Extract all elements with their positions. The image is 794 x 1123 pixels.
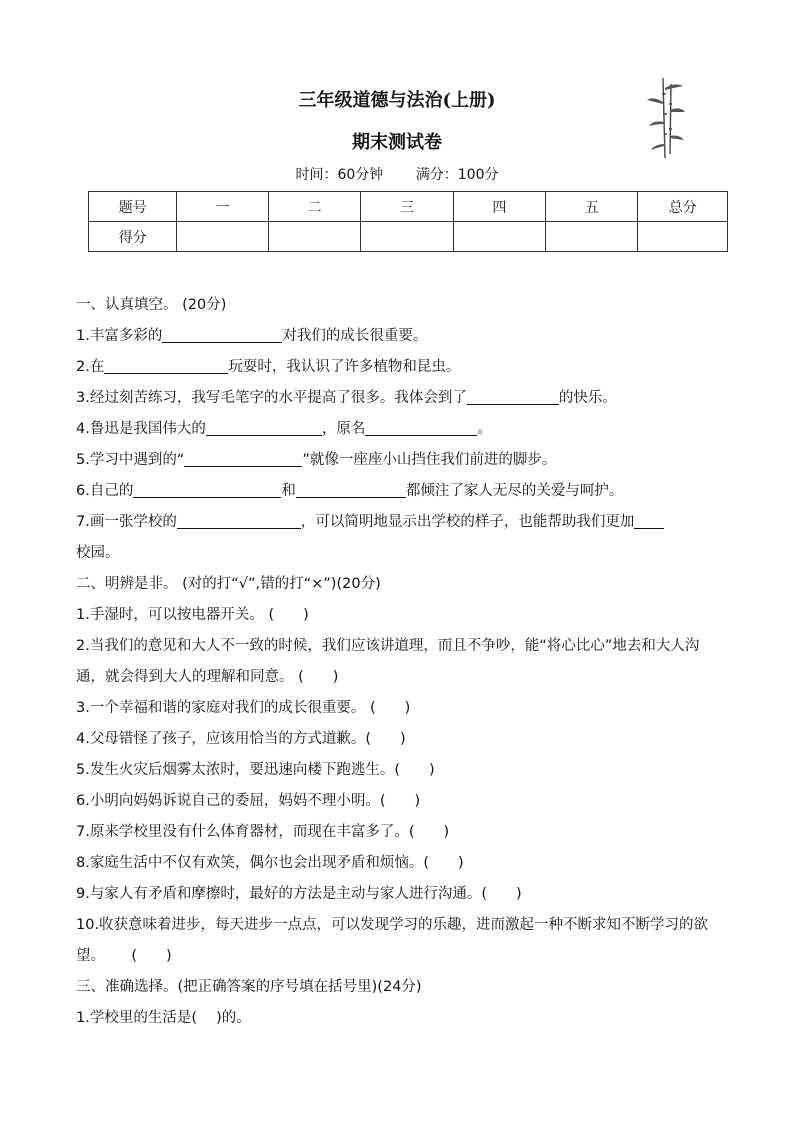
score-cell: 一 (177, 192, 268, 222)
answer-blank[interactable] (365, 419, 477, 436)
judge-question: 10.收获意味着进步，每天进步一点点，可以发现学习的乐趣，进而激起一种不断求知不断学习的欲望。 ( ) (76, 917, 709, 964)
judge-question: 9.与家人有矛盾和摩擦时，最好的方法是主动与家人进行沟通。( ) (76, 886, 522, 902)
question-text: 的快乐。 (558, 390, 617, 406)
fill-question (76, 383, 726, 414)
score-input-cell[interactable] (177, 222, 268, 252)
judge-question: 6.小明向妈妈诉说自己的委屈，妈妈不理小明。( ) (76, 793, 421, 809)
score-cell: 总分 (638, 192, 728, 222)
score-cell: 二 (268, 192, 360, 222)
exam-content (76, 290, 726, 1034)
exam-title: 三年级道德与法治(上册) (298, 90, 496, 111)
answer-blank[interactable] (104, 357, 228, 374)
exam-time: 时间：60分钟 (295, 167, 384, 183)
judge-question: 8.家庭生活中不仅有欢笑，偶尔也会出现矛盾和烦恼。( ) (76, 855, 464, 871)
answer-blank[interactable] (206, 419, 322, 436)
question-text: ，可以简明地显示出学校的样子，也能帮助我们更加 (300, 514, 635, 530)
question-continuation: 校园。 (76, 545, 120, 561)
question-text: 1.丰富多彩的 (76, 328, 163, 344)
question-text: 玩耍时，我认识了许多植物和昆虫。 (228, 359, 461, 375)
question-text: 。 (477, 421, 492, 437)
score-cell: 五 (546, 192, 638, 222)
question-text: 2.在 (76, 359, 105, 375)
section-heading: 一、认真填空。 (20分) (76, 297, 227, 313)
answer-blank[interactable] (296, 481, 406, 498)
fill-question (76, 352, 726, 383)
answer-blank[interactable] (133, 481, 281, 498)
score-cell: 四 (453, 192, 545, 222)
judge-question: 7.原来学校里没有什么体育器材，而现在丰富多了。( ) (76, 824, 450, 840)
score-input-cell[interactable] (361, 222, 453, 252)
answer-blank[interactable] (177, 512, 301, 529)
judge-question: 1.手湿时，可以按电器开关。 ( ) (76, 607, 309, 623)
score-input-cell[interactable] (268, 222, 360, 252)
question-text: 4.鲁迅是我国伟大的 (76, 421, 206, 437)
score-input-cell[interactable] (638, 222, 728, 252)
question-text: ，原名 (321, 421, 366, 437)
fill-question (76, 414, 726, 445)
choice-question: 1.学校里的生活是( )的。 (76, 1010, 251, 1026)
question-text: 都倾注了家人无尽的关爱与呵护。 (405, 483, 624, 499)
exam-full-score: 满分：100分 (415, 167, 499, 183)
score-input-cell[interactable] (453, 222, 545, 252)
bamboo-icon (645, 74, 687, 160)
answer-blank[interactable] (634, 512, 664, 529)
question-text: 对我们的成长很重要。 (282, 328, 428, 344)
question-text: 5.学习中遇到的“ (76, 452, 185, 468)
question-text: 和 (281, 483, 296, 499)
score-cell: 三 (361, 192, 453, 222)
section-heading: 二、明辨是非。 (对的打“√”,错的打“×”)(20分) (76, 576, 381, 592)
judge-question: 4.父母错怪了孩子，应该用恰当的方式道歉。( ) (76, 731, 406, 747)
fill-question (76, 507, 726, 538)
score-table (88, 191, 728, 252)
fill-question (76, 445, 726, 476)
question-text: ”就像一座座小山挡住我们前进的脚步。 (302, 452, 557, 468)
judge-question: 2.当我们的意见和大人不一致的时候，我们应该讲道理，而且不争吵，能“将心比心”地去和大人沟通，就会得到大人的理解和同意。 ( ) (76, 638, 700, 685)
score-input-cell[interactable] (546, 222, 638, 252)
time-score-line (0, 164, 794, 184)
answer-blank[interactable] (184, 450, 302, 467)
section-heading: 三、准确选择。(把正确答案的序号填在括号里)(24分) (76, 979, 422, 995)
fill-question (76, 321, 726, 352)
score-cell: 题号 (89, 192, 177, 222)
answer-blank[interactable] (162, 326, 282, 343)
exam-subtitle: 期末测试卷 (352, 132, 442, 153)
judge-question: 5.发生火灾后烟雾太浓时，要迅速向楼下跑逃生。( ) (76, 762, 435, 778)
question-text: 6.自己的 (76, 483, 134, 499)
score-row-label: 得分 (89, 222, 177, 252)
score-table-score-row (89, 222, 728, 252)
answer-blank[interactable] (467, 388, 559, 405)
score-table-header-row (89, 192, 728, 222)
fill-question (76, 476, 726, 507)
judge-question: 3.一个幸福和谐的家庭对我们的成长很重要。 ( ) (76, 700, 411, 716)
question-text: 3.经过刻苦练习，我写毛笔字的水平提高了很多。我体会到了 (76, 390, 467, 406)
question-text: 7.画一张学校的 (76, 514, 177, 530)
